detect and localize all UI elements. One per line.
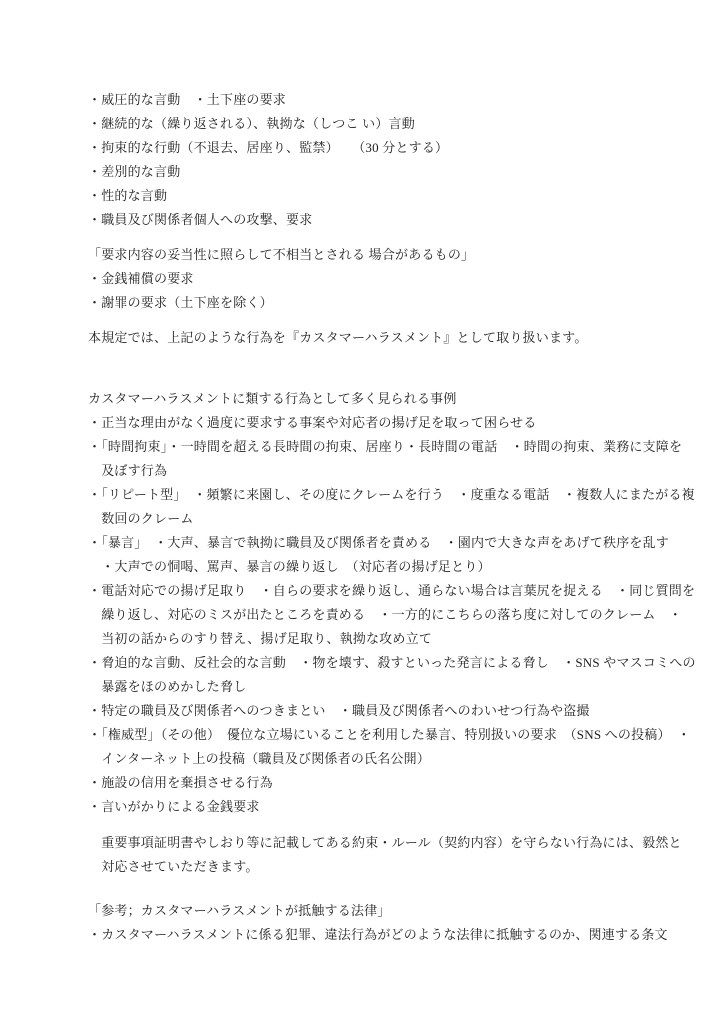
text-line: ・電話対応での揚げ足取り ・自らの要求を繰り返し、通らない場合は言葉尻を捉える ・同じ質問を (88, 583, 696, 598)
text-line: 「参考；カスタマーハラスメントが抵触する法律」 (88, 903, 391, 918)
text-line: ・正当な理由がなく過度に要求する事案や対応者の揚げ足を取って困らせる (88, 415, 537, 430)
text-line: ・威圧的な言動 ・土下座の要求 (88, 92, 287, 107)
text-line: カスタマーハラスメントに類する行為として多く見られる事例 (88, 391, 457, 406)
text-line: ・施設の信用を棄損させる行為 (88, 775, 273, 790)
text-line: ・「リピート型」 ・頻繁に来園し、その度にクレームを行う ・度重なる電話 ・複数人にまたがる複 (88, 487, 695, 502)
text-line: 及ぼす行為 (88, 463, 168, 478)
common-examples-section (88, 387, 706, 819)
text-line: ・特定の職員及び関係者へのつきまとい ・職員及び関係者へのわいせつ行為や盗撮 (88, 703, 590, 718)
text-line: ・カスタマーハラスメントに係る犯罪、違法行為がどのような法律に抵触するのか、関連する条文 (88, 927, 668, 942)
text-line: ・金銭補償の要求 (88, 271, 194, 286)
definition-paragraph (88, 326, 706, 350)
document-body (88, 88, 706, 947)
text-line: ・差別的な言動 (88, 164, 181, 179)
text-line: 「要求内容の妥当性に照らして不相当とされる 場合があるもの」 (88, 247, 475, 262)
text-line: ・脅迫的な言動、反社会的な言動 ・物を壊す、殺すといった発言による脅し ・SNS やマスコミへの (88, 655, 696, 670)
text-line: ・拘束的な行動（不退去、居座り、監禁） （30 分とする） (88, 140, 449, 155)
text-line: 数回のクレーム (88, 511, 194, 526)
text-line: 繰り返し、対応のミスが出たところを責める ・一方的にこちらの落ち度に対してのクレーム ・ (88, 607, 683, 622)
text-line: 本規定では、上記のような行為を『カスタマーハラスメント』として取り扱います。 (88, 330, 588, 345)
text-line: 当初の話からのすり替え、揚げ足取り、執拗な攻め立て (88, 631, 432, 646)
text-line: ・継続的な（繰り返される）、執拗な（しつこ い）言動 (88, 116, 415, 131)
text-line: ・「暴言」 ・大声、暴言で執拗に職員及び関係者を責める ・園内で大きな声をあげて秩序を乱す (88, 535, 670, 550)
conditionally-unreasonable-list (88, 243, 706, 315)
text-line: ・職員及び関係者個人への攻撃、要求 (88, 212, 313, 227)
text-line: 重要事項証明書やしおり等に記載してある約束・ルール（契約内容）を守らない行為には、毅然と (88, 835, 682, 850)
text-line: ・大声での恫喝、罵声、暴言の繰り返し （対応者の揚げ足とり） (88, 559, 491, 574)
text-line: ・「権威型」（その他） 優位な立場にいることを利用した暴言、特別扱いの要求 （SNS への投稿） ・ (88, 727, 691, 742)
text-line: ・謝罪の要求（土下座を除く） (88, 295, 273, 310)
text-line: ・言いがかりによる金銭要求 (88, 799, 260, 814)
rules-enforcement-paragraph (88, 831, 706, 879)
text-line: 暴露をほのめかした脅し (88, 679, 247, 694)
text-line: ・「時間拘束」・一時間を超える長時間の拘束、居座り・長時間の電話 ・時間の拘束、業務に支障を (88, 439, 683, 454)
text-line: 対応させていただきます。 (88, 859, 259, 874)
text-line: インターネット上の投稿（職員及び関係者の氏名公開） (88, 751, 431, 766)
reference-laws-section (88, 899, 706, 947)
harassment-behavior-list (88, 88, 706, 232)
text-line: ・性的な言動 (88, 188, 168, 203)
